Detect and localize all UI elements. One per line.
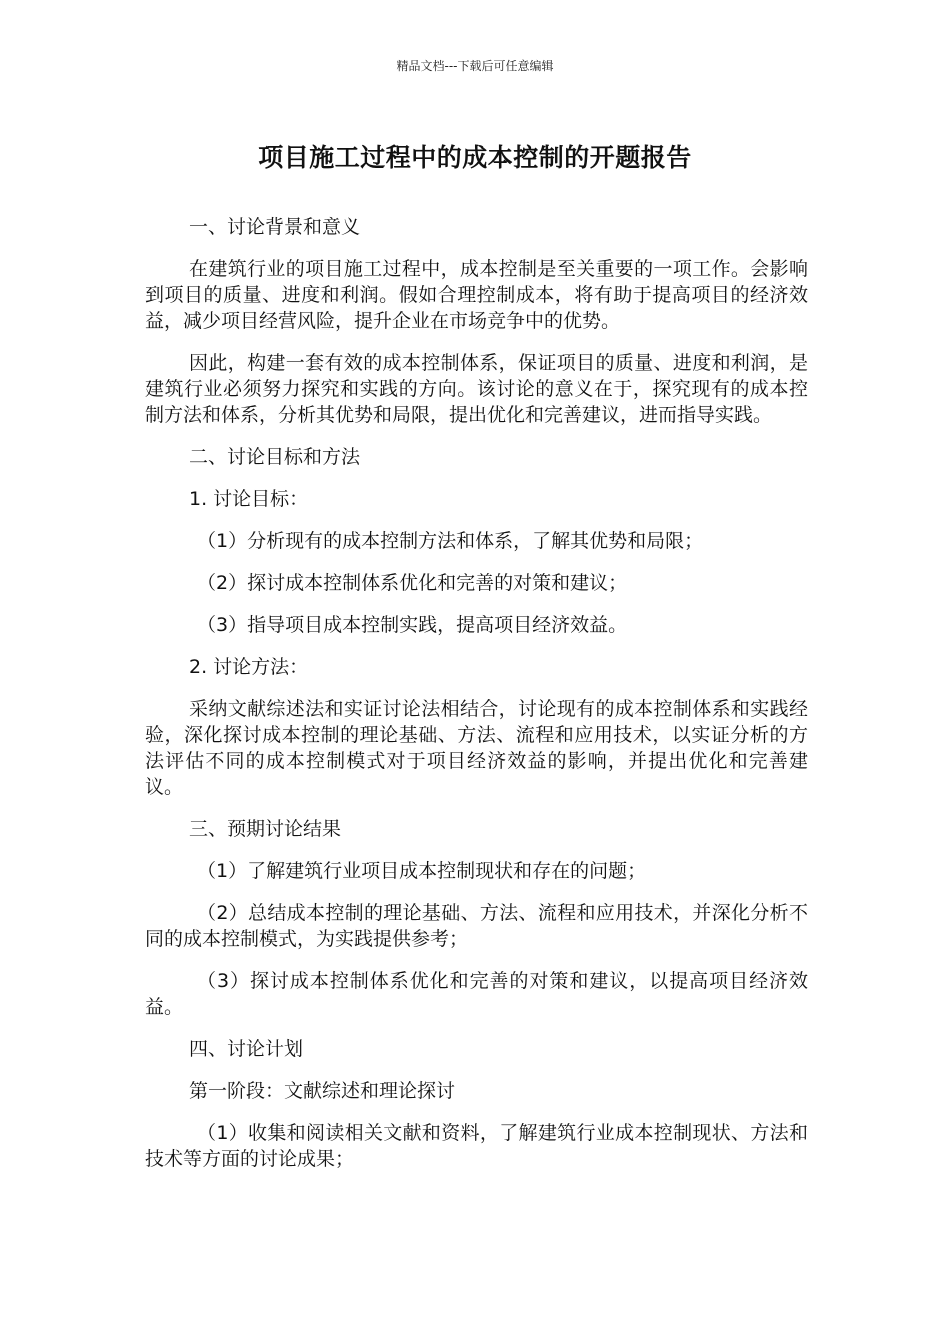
paragraph: 在建筑行业的项目施工过程中，成本控制是至关重要的一项工作。会影响到项目的质量、进度和利润。假如合理控制成本，将有助于提高项目的经济效益，减少项目经营风险，提升企业在市场竞争中的优势。 — [145, 258, 808, 332]
section-heading-1: 一、讨论背景和意义 — [189, 216, 361, 238]
list-item: （1）了解建筑行业项目成本控制现状和存在的问题； — [197, 860, 647, 882]
document-body — [145, 214, 808, 1172]
section-heading-4: 四、讨论计划 — [189, 1038, 304, 1060]
sub-heading: 第一阶段：文献综述和理论探讨 — [189, 1080, 456, 1102]
list-item: （1）收集和阅读相关文献和资料，了解建筑行业成本控制现状、方法和技术等方面的讨论成果； — [145, 1122, 808, 1170]
list-item: （3）探讨成本控制体系优化和完善的对策和建议，以提高项目经济效益。 — [145, 970, 808, 1018]
section-heading-3: 三、预期讨论结果 — [189, 818, 342, 840]
paragraph: 采纳文献综述法和实证讨论法相结合，讨论现有的成本控制体系和实践经验，深化探讨成本控制的理论基础、方法、流程和应用技术，以实证分析的方法评估不同的成本控制模式对于项目经济效益的影响，并提出优化和完善建议。 — [145, 698, 808, 798]
document-title: 项目施工过程中的成本控制的开题报告 — [258, 143, 692, 172]
section-heading-2: 二、讨论目标和方法 — [189, 446, 361, 468]
paragraph: 因此，构建一套有效的成本控制体系，保证项目的质量、进度和利润，是建筑行业必须努力探究和实践的方向。该讨论的意义在于，探究现有的成本控制方法和体系，分析其优势和局限，提出优化和完善建议，进而指导实践。 — [145, 352, 808, 426]
header-note: 精品文档---下载后可任意编辑 — [396, 59, 554, 73]
list-item: （3）指导项目成本控制实践，提高项目经济效益。 — [197, 614, 628, 636]
list-item: （2）探讨成本控制体系优化和完善的对策和建议； — [197, 572, 628, 594]
list-item: （1）分析现有的成本控制方法和体系，了解其优势和局限； — [197, 530, 704, 552]
list-item: （2）总结成本控制的理论基础、方法、流程和应用技术，并深化分析不同的成本控制模式，为实践提供参考； — [145, 902, 808, 950]
sub-heading: 1. 讨论目标： — [189, 488, 309, 510]
sub-heading: 2. 讨论方法： — [189, 656, 309, 678]
